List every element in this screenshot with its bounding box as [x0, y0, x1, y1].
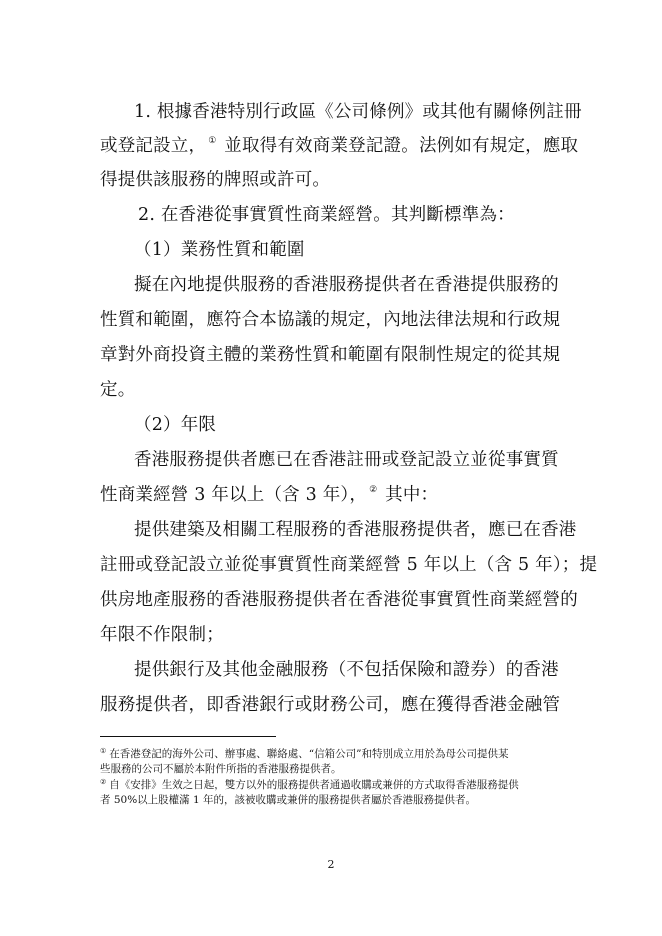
p1-line1: 1. 根據香港特別行政區《公司條例》或其他有關條例註冊 [134, 102, 582, 122]
p1-line2 [100, 134, 578, 161]
footnote-2-text: 自《安排》生效之日起，雙方以外的服務提供者通過收購或兼併的方式取得香港服務提供 [109, 779, 519, 791]
sec2-para2-line2: 註冊或登記設立並從事實質性商業經營 5 年以上（含 5 年）；提 [100, 555, 598, 575]
footnote-2-mark: ② [100, 778, 107, 786]
sec2-para3-line1: 提供銀行及其他金融服務（不包括保險和證券）的香港 [134, 660, 559, 680]
sec2-line2 [100, 483, 438, 510]
sec2-para2-line1: 提供建築及相關工程服務的香港服務提供者，應已在香港 [134, 520, 577, 540]
footnote-2-line1 [100, 778, 519, 793]
sec1-line2: 性質和範圍，應符合本協議的規定，內地法律法規和行政規 [100, 310, 561, 330]
page-number: 2 [327, 858, 335, 871]
sec1-line1: 擬在內地提供服務的香港服務提供者在香港提供服務的 [134, 275, 559, 295]
footnote-1-mark: ① [100, 747, 107, 755]
sec2-line2-text-a: 性商業經營 3 年以上（含 3 年）， [100, 485, 368, 505]
footnote-separator [100, 736, 276, 737]
sec2-line2-text-b: 其中： [379, 485, 439, 505]
sec2-line1: 香港服務提供者應已在香港註冊或登記設立並從事實質 [134, 450, 559, 470]
footnote-ref-2[interactable]: ② [369, 485, 378, 495]
sec2-para3-line2: 服務提供者，即香港銀行或財務公司，應在獲得香港金融管 [100, 695, 561, 715]
footnote-1-line1 [100, 747, 509, 762]
section-2-heading: （2）年限 [134, 415, 217, 435]
footnote-ref-1[interactable]: ① [208, 136, 217, 146]
sec2-para2-line4: 年限不作限制； [100, 625, 224, 645]
p1-line3: 得提供該服務的牌照或許可。 [100, 170, 331, 190]
sec2-para2-line3: 供房地產服務的香港服務提供者在香港從事實質性商業經營的 [100, 590, 578, 610]
p2-line1: 2. 在香港從事實質性商業經營。其判斷標準為： [138, 205, 515, 225]
sec1-line4: 定。 [100, 380, 136, 400]
section-1-heading: （1）業務性質和範圍 [134, 240, 305, 260]
footnote-1-text: 在香港登記的海外公司、辦事處、聯絡處、“信箱公司”和特別成立用於為母公司提供某 [109, 748, 509, 760]
p1-line2-text-b: 並取得有效商業登記證。法例如有規定，應取 [218, 136, 579, 156]
sec1-line3: 章對外商投資主體的業務性質和範圍有限制性規定的從其規 [100, 345, 561, 365]
footnote-1-line2: 些服務的公司不屬於本附件所指的香港服務提供者。 [100, 763, 342, 775]
footnote-2-line2: 者 50%以上股權滿 1 年的，該被收購或兼併的服務提供者屬於香港服務提供者。 [100, 794, 477, 806]
p1-line2-text-a: 或登記設立， [100, 136, 207, 156]
